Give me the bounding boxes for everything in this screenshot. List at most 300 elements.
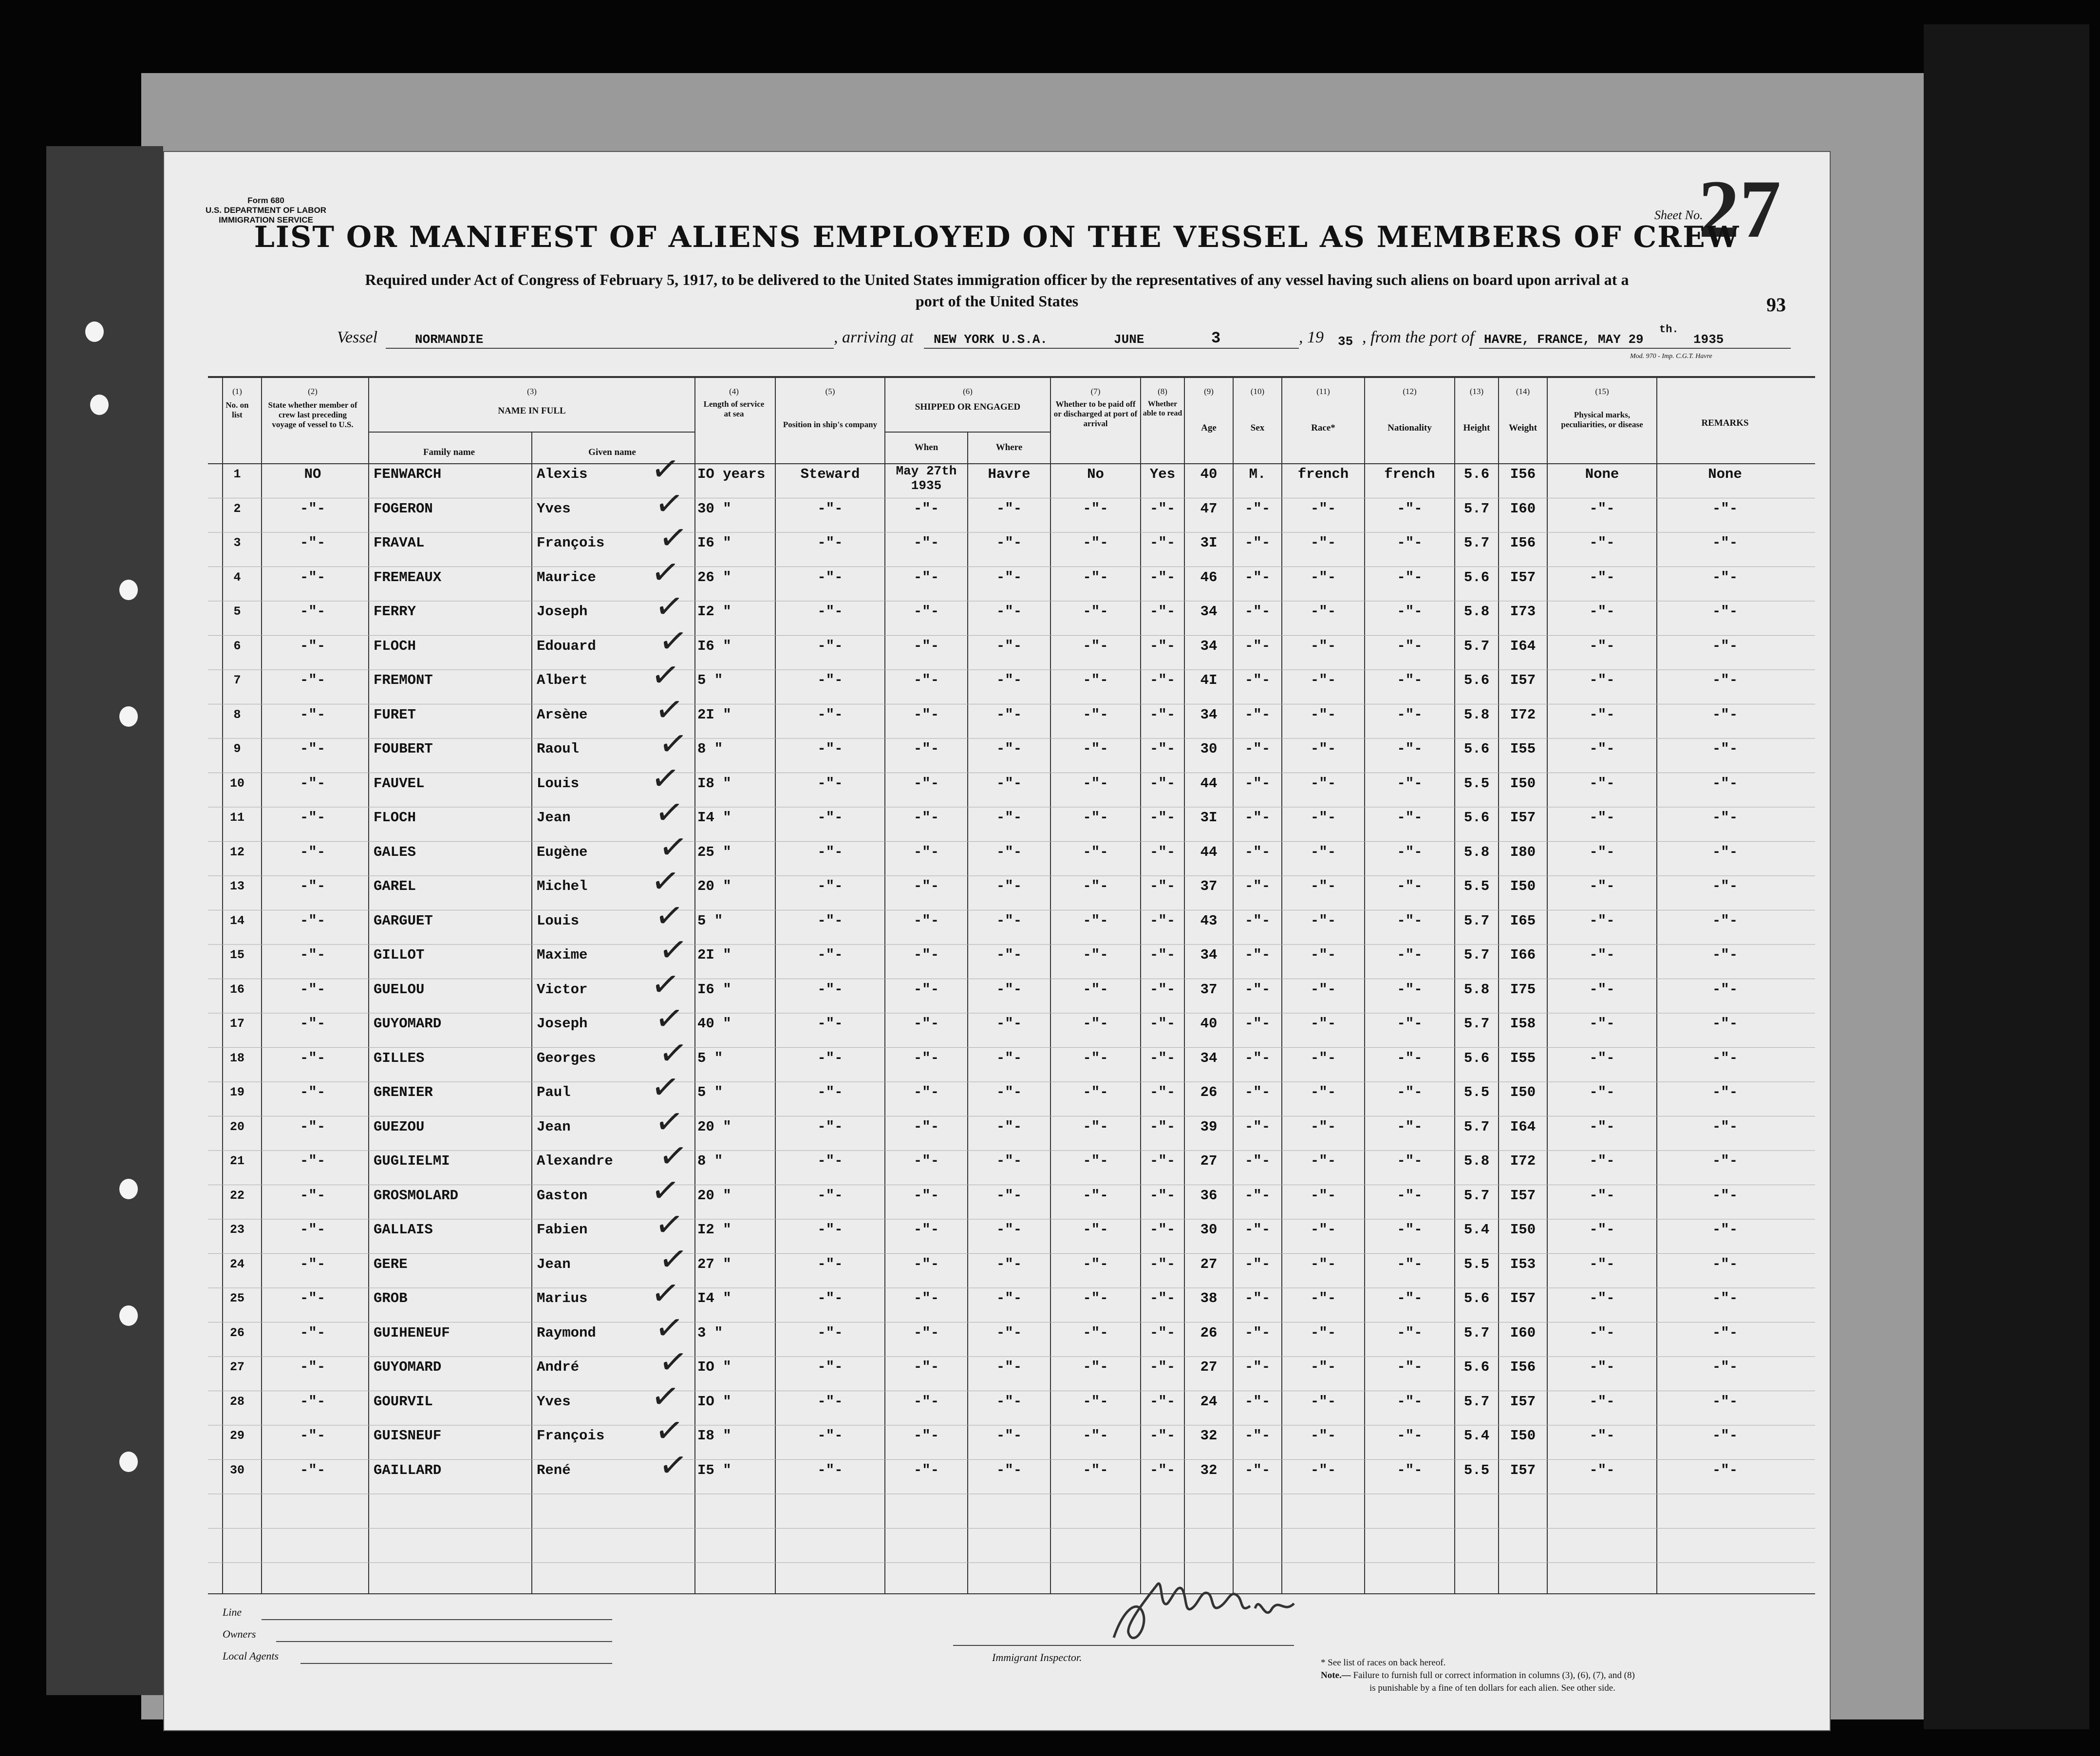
checkmark-icon: ✓: [648, 1375, 683, 1418]
cell-remarks: -"-: [1712, 1222, 1738, 1238]
cell-paid: -"-: [1083, 1325, 1108, 1341]
cell-position: -"-: [817, 638, 843, 654]
cell-given: Arsène: [537, 707, 588, 723]
cell-remarks: -"-: [1712, 1119, 1738, 1135]
cell-physical: -"-: [1589, 672, 1615, 688]
cell-position: -"-: [817, 1222, 843, 1238]
cell-service: I2 ": [697, 1222, 731, 1238]
col-num-13: (13): [1469, 387, 1484, 396]
cell-position: -"-: [817, 741, 843, 757]
col-num-1: (1): [232, 387, 242, 396]
cell-read: -"-: [1149, 1016, 1176, 1032]
cell-age: 34: [1200, 707, 1218, 723]
cell-paid: -"-: [1083, 1222, 1108, 1238]
cell-read: -"-: [1149, 913, 1176, 929]
cell-service: 5 ": [697, 672, 723, 688]
col-header-paid: Whether to be paid off or discharged at port of arrival: [1053, 399, 1138, 428]
cell-nationality: -"-: [1397, 741, 1423, 757]
cell-service: 20 ": [697, 878, 731, 894]
cell-physical: -"-: [1589, 1462, 1615, 1478]
dark-binder-edge: [1924, 24, 2089, 1729]
cell-position: -"-: [817, 844, 843, 860]
cell-when: -"-: [913, 1359, 939, 1375]
cell-family: GUEZOU: [374, 1119, 425, 1135]
col-num-6: (6): [963, 387, 973, 396]
binder-hole: [119, 1179, 138, 1199]
cell-sex: -"-: [1244, 1359, 1271, 1375]
cell-where: -"-: [996, 1050, 1022, 1066]
cell-paid: -"-: [1083, 1188, 1108, 1204]
cell-family: GILLES: [374, 1050, 425, 1066]
cell-weight: I50: [1510, 1222, 1536, 1238]
cell-age: 37: [1200, 982, 1218, 998]
col-header-family: Family name: [423, 447, 475, 457]
cell-given: François: [537, 1428, 605, 1444]
cell-read: -"-: [1149, 947, 1176, 963]
arrival-port: NEW YORK U.S.A.: [934, 332, 1048, 347]
col-header-given: Given name: [588, 447, 636, 457]
cell-weight: I57: [1510, 810, 1536, 826]
cell-given: François: [537, 535, 605, 551]
printer-mark: Mod. 970 - Imp. C.G.T. Havre: [1630, 353, 1712, 360]
cell-where: -"-: [996, 707, 1022, 723]
cell-where: -"-: [996, 1256, 1022, 1272]
cell-no: 29: [229, 1429, 244, 1443]
cell-paid: -"-: [1083, 1084, 1108, 1100]
cell-race: -"-: [1310, 638, 1336, 654]
cell-physical: -"-: [1589, 913, 1615, 929]
cell-when: -"-: [913, 535, 939, 551]
cell-where: -"-: [996, 810, 1022, 826]
cell-position: -"-: [817, 913, 843, 929]
cell-prev: -"-: [300, 913, 326, 929]
cell-nationality: -"-: [1397, 1290, 1423, 1306]
cell-read: -"-: [1149, 707, 1176, 723]
col-num-11: (11): [1316, 387, 1330, 396]
cell-where: -"-: [996, 1290, 1022, 1306]
cell-prev: -"-: [300, 1325, 326, 1341]
cell-race: -"-: [1310, 1119, 1336, 1135]
departure-year: 1935: [1693, 332, 1724, 347]
cell-remarks: -"-: [1712, 1153, 1738, 1169]
col-header-service: Length of service at sea: [703, 399, 765, 418]
cell-sex: -"-: [1244, 1119, 1271, 1135]
cell-given: Victor: [537, 982, 588, 998]
cell-physical: -"-: [1589, 810, 1615, 826]
checkmark-icon: ✓: [652, 1409, 687, 1453]
cell-remarks: -"-: [1712, 1359, 1738, 1375]
col-header-read: Whether able to read: [1143, 400, 1182, 417]
cell-sex: -"-: [1244, 1016, 1271, 1032]
cell-physical: -"-: [1589, 1222, 1615, 1238]
cell-prev: -"-: [300, 707, 326, 723]
cell-where: -"-: [996, 1359, 1022, 1375]
cell-sex: -"-: [1244, 810, 1271, 826]
cell-where: Havre: [988, 466, 1031, 482]
cell-given: Alexis: [537, 466, 588, 482]
cell-physical: -"-: [1589, 535, 1615, 551]
checkmark-icon: ✓: [652, 688, 687, 732]
cell-family: FRAVAL: [374, 535, 425, 551]
cell-position: -"-: [817, 672, 843, 688]
cell-age: 4I: [1200, 672, 1218, 688]
col-num-14: (14): [1516, 387, 1530, 396]
note-label: Note.—: [1321, 1670, 1351, 1680]
cell-sex: -"-: [1244, 878, 1271, 894]
cell-where: -"-: [996, 1428, 1022, 1444]
cell-race: -"-: [1310, 982, 1336, 998]
cell-family: FENWARCH: [374, 466, 442, 482]
cell-service: 20 ": [697, 1119, 731, 1135]
cell-service: 40 ": [697, 1016, 731, 1032]
cell-no: 1: [233, 467, 241, 481]
cell-where: -"-: [996, 1394, 1022, 1410]
cell-age: 46: [1200, 569, 1218, 585]
form-number: Form 680: [247, 196, 284, 205]
cell-age: 3I: [1200, 535, 1218, 551]
checkmark-icon: ✓: [656, 516, 691, 560]
cell-family: GAREL: [374, 878, 416, 894]
cell-age: 30: [1200, 1222, 1218, 1238]
cell-remarks: -"-: [1712, 1428, 1738, 1444]
cell-given: Yves: [537, 1394, 571, 1410]
cell-read: -"-: [1149, 1325, 1176, 1341]
cell-given: Edouard: [537, 638, 596, 654]
cell-remarks: -"-: [1712, 569, 1738, 585]
document-subtitle: [193, 269, 1800, 312]
cell-paid: -"-: [1083, 947, 1108, 963]
cell-physical: None: [1585, 466, 1619, 482]
cell-family: FAUVEL: [374, 775, 425, 792]
cell-remarks: -"-: [1712, 982, 1738, 998]
cell-read: -"-: [1149, 878, 1176, 894]
cell-given: Joseph: [537, 604, 588, 620]
subtitle-line-1: Required under Act of Congress of February 5, 1917, to be delivered to the United States immigration officer by the representatives of any vessel having such aliens on board upon arrival at a: [365, 271, 1629, 288]
cell-age: 30: [1200, 741, 1218, 757]
checkmark-icon: ✓: [652, 791, 687, 834]
col-header-state: State whether member of crew last preceding voyage of vessel to U.S.: [268, 400, 357, 429]
cell-age: 32: [1200, 1428, 1218, 1444]
cell-prev: -"-: [300, 1119, 326, 1135]
cell-prev: -"-: [300, 1153, 326, 1169]
cell-race: -"-: [1310, 1359, 1336, 1375]
cell-read: -"-: [1149, 1119, 1176, 1135]
cell-nationality: -"-: [1397, 878, 1423, 894]
cell-no: 10: [229, 776, 244, 791]
cell-family: GARGUET: [374, 913, 433, 929]
cell-prev: -"-: [300, 1016, 326, 1032]
cell-height: 5.6: [1463, 672, 1490, 688]
sheet-number: 27: [1698, 163, 1781, 255]
cell-prev: -"-: [300, 638, 326, 654]
cell-weight: I53: [1510, 1256, 1536, 1272]
cell-age: 34: [1200, 638, 1218, 654]
cell-age: 47: [1200, 501, 1218, 517]
cell-service: I8 ": [697, 1428, 731, 1444]
cell-family: GUYOMARD: [374, 1016, 442, 1032]
races-note: * See list of races on back hereof.: [1321, 1658, 1446, 1668]
cell-race: -"-: [1310, 569, 1336, 585]
cell-position: -"-: [817, 1256, 843, 1272]
col-num-8: (8): [1158, 387, 1167, 396]
cell-height: 5.6: [1463, 569, 1490, 585]
cell-sex: -"-: [1244, 775, 1271, 792]
manifest-page: [163, 151, 1831, 1731]
cell-physical: -"-: [1589, 1394, 1615, 1410]
col-header-nationality: Nationality: [1388, 423, 1432, 433]
cell-nationality: -"-: [1397, 707, 1423, 723]
cell-service: I6 ": [697, 535, 731, 551]
cell-prev: -"-: [300, 569, 326, 585]
cell-position: -"-: [817, 1153, 843, 1169]
cell-given: Louis: [537, 775, 580, 792]
cell-height: 5.7: [1463, 913, 1490, 929]
cell-family: GUGLIELMI: [374, 1153, 450, 1169]
cell-when: -"-: [913, 501, 939, 517]
year-suffix: 35: [1338, 334, 1353, 349]
cell-weight: I66: [1510, 947, 1536, 963]
cell-read: -"-: [1149, 1428, 1176, 1444]
cell-position: -"-: [817, 1462, 843, 1478]
cell-sex: -"-: [1244, 1428, 1271, 1444]
cell-sex: -"-: [1244, 1188, 1271, 1204]
cell-race: -"-: [1310, 604, 1336, 620]
cell-family: FLOCH: [374, 638, 416, 654]
cell-family: GAILLARD: [374, 1462, 442, 1478]
cell-family: GROB: [374, 1290, 408, 1306]
cell-height: 5.6: [1463, 1290, 1490, 1306]
cell-nationality: -"-: [1397, 810, 1423, 826]
cell-position: -"-: [817, 1016, 843, 1032]
cell-physical: -"-: [1589, 707, 1615, 723]
cell-age: 3I: [1200, 810, 1218, 826]
cell-weight: I57: [1510, 672, 1536, 688]
cell-paid: -"-: [1083, 604, 1108, 620]
cell-when: -"-: [913, 1290, 939, 1306]
cell-given: Maxime: [537, 947, 588, 963]
cell-sex: -"-: [1244, 501, 1271, 517]
cell-when: -"-: [913, 1188, 939, 1204]
cell-prev: NO: [304, 466, 321, 482]
cell-race: -"-: [1310, 775, 1336, 792]
cell-given: Maurice: [537, 569, 596, 585]
cell-family: FERRY: [374, 604, 416, 620]
checkmark-icon: ✓: [648, 653, 683, 697]
cell-sex: -"-: [1244, 707, 1271, 723]
cell-no: 14: [229, 914, 244, 928]
cell-height: 5.4: [1463, 1428, 1490, 1444]
cell-height: 5.8: [1463, 1153, 1490, 1169]
cell-race: -"-: [1310, 947, 1336, 963]
cell-family: GILLOT: [374, 947, 425, 963]
col-header-when: When: [914, 442, 938, 453]
footer-agents-label: Local Agents: [223, 1650, 279, 1662]
subtitle-line-2: port of the United States: [915, 292, 1079, 310]
cell-physical: -"-: [1589, 638, 1615, 654]
cell-height: 5.5: [1463, 775, 1490, 792]
arriving-label: , arriving at: [834, 328, 914, 346]
cell-nationality: -"-: [1397, 1188, 1423, 1204]
cell-given: Jean: [537, 1119, 571, 1135]
note-text-1: Failure to furnish full or correct information in columns (3), (6), (7), and (8): [1353, 1670, 1635, 1680]
cell-paid: -"-: [1083, 810, 1108, 826]
checkmark-icon: ✓: [652, 1306, 687, 1350]
cell-read: -"-: [1149, 638, 1176, 654]
cell-where: -"-: [996, 672, 1022, 688]
cell-sex: -"-: [1244, 1325, 1271, 1341]
footer-line-label: Line: [223, 1606, 242, 1618]
cell-race: -"-: [1310, 1050, 1336, 1066]
cell-weight: I65: [1510, 913, 1536, 929]
cell-paid: -"-: [1083, 1462, 1108, 1478]
cell-service: 2I ": [697, 947, 731, 963]
cell-where: -"-: [996, 1188, 1022, 1204]
cell-prev: -"-: [300, 1084, 326, 1100]
cell-family: GALLAIS: [374, 1222, 433, 1238]
cell-read: -"-: [1149, 1222, 1176, 1238]
cell-family: GOURVIL: [374, 1394, 433, 1410]
checkmark-icon: ✓: [652, 894, 687, 938]
checkmark-icon: ✓: [652, 1203, 687, 1246]
cell-service: 26 ": [697, 569, 731, 585]
col-num-12: (12): [1403, 387, 1417, 396]
cell-no: 26: [229, 1326, 244, 1340]
cell-weight: I56: [1510, 466, 1536, 482]
checkmark-icon: ✓: [652, 1100, 687, 1144]
cell-no: 19: [229, 1085, 244, 1099]
cell-no: 25: [229, 1291, 244, 1305]
col-num-4: (4): [729, 387, 739, 396]
cell-when: -"-: [913, 604, 939, 620]
cell-sex: -"-: [1244, 741, 1271, 757]
cell-family: GUYOMARD: [374, 1359, 442, 1375]
cell-race: -"-: [1310, 1394, 1336, 1410]
cell-nationality: -"-: [1397, 947, 1423, 963]
cell-where: -"-: [996, 947, 1022, 963]
cell-service: 8 ": [697, 741, 723, 757]
cell-weight: I64: [1510, 1119, 1536, 1135]
cell-nationality: -"-: [1397, 501, 1423, 517]
penalty-note-2: is punishable by a fine of ten dollars for each alien. See other side.: [1369, 1683, 1615, 1693]
departure-port-date: HAVRE, FRANCE, MAY 29: [1484, 332, 1644, 347]
cell-remarks: -"-: [1712, 1256, 1738, 1272]
cell-height: 5.5: [1463, 1462, 1490, 1478]
cell-given: Yves: [537, 501, 571, 517]
col-header-position: Position in ship's company: [783, 420, 878, 429]
cell-weight: I75: [1510, 982, 1536, 998]
cell-height: 5.6: [1463, 1050, 1490, 1066]
cell-paid: -"-: [1083, 1119, 1108, 1135]
cell-remarks: -"-: [1712, 1290, 1738, 1306]
col-num-2: (2): [308, 387, 318, 396]
cell-sex: -"-: [1244, 535, 1271, 551]
cell-where: -"-: [996, 1119, 1022, 1135]
penalty-note-1: [1321, 1670, 1635, 1681]
cell-weight: I60: [1510, 501, 1536, 517]
cell-paid: -"-: [1083, 535, 1108, 551]
cell-read: -"-: [1149, 741, 1176, 757]
cell-remarks: -"-: [1712, 844, 1738, 860]
cell-paid: -"-: [1083, 501, 1108, 517]
cell-position: -"-: [817, 535, 843, 551]
col-num-15: (15): [1595, 387, 1609, 396]
binder-strip: [46, 146, 163, 1695]
cell-no: 23: [229, 1223, 244, 1237]
cell-read: -"-: [1149, 604, 1176, 620]
cell-height: 5.8: [1463, 982, 1490, 998]
cell-race: -"-: [1310, 844, 1336, 860]
cell-given: Paul: [537, 1084, 571, 1100]
cell-no: 20: [229, 1120, 244, 1134]
cell-read: -"-: [1149, 775, 1176, 792]
cell-when: -"-: [913, 810, 939, 826]
cell-physical: -"-: [1589, 1119, 1615, 1135]
cell-no: 13: [229, 879, 244, 893]
cell-when: -"-: [913, 638, 939, 654]
cell-nationality: -"-: [1397, 982, 1423, 998]
cell-height: 5.5: [1463, 1256, 1490, 1272]
cell-read: -"-: [1149, 1084, 1176, 1100]
cell-read: -"-: [1149, 1256, 1176, 1272]
cell-read: -"-: [1149, 1290, 1176, 1306]
cell-no: 8: [233, 708, 241, 722]
col-header-no: No. on list: [225, 400, 249, 419]
cell-given: Marius: [537, 1290, 588, 1306]
cell-prev: -"-: [300, 604, 326, 620]
cell-race: -"-: [1310, 1256, 1336, 1272]
cell-sex: -"-: [1244, 569, 1271, 585]
cell-position: -"-: [817, 569, 843, 585]
checkmark-icon: ✓: [652, 585, 687, 628]
department-name: U.S. DEPARTMENT OF LABOR: [206, 206, 327, 215]
cell-when: -"-: [913, 947, 939, 963]
cell-prev: -"-: [300, 1462, 326, 1478]
binder-hole: [90, 395, 109, 415]
cell-paid: -"-: [1083, 1153, 1108, 1169]
cell-position: -"-: [817, 501, 843, 517]
checkmark-icon: ✓: [656, 1031, 691, 1075]
cell-prev: -"-: [300, 844, 326, 860]
cell-height: 5.5: [1463, 878, 1490, 894]
cell-given: Michel: [537, 878, 588, 894]
cell-sex: -"-: [1244, 1394, 1271, 1410]
cell-race: -"-: [1310, 535, 1336, 551]
cell-when: -"-: [913, 1256, 939, 1272]
cell-given: Joseph: [537, 1016, 588, 1032]
cell-paid: -"-: [1083, 1394, 1108, 1410]
cell-weight: I50: [1510, 775, 1536, 792]
cell-age: 38: [1200, 1290, 1218, 1306]
cell-service: 20 ": [697, 1188, 731, 1204]
cell-where: -"-: [996, 741, 1022, 757]
cell-age: 34: [1200, 1050, 1218, 1066]
cell-nationality: -"-: [1397, 1084, 1423, 1100]
cell-weight: I55: [1510, 1050, 1536, 1066]
cell-given: Louis: [537, 913, 580, 929]
cell-weight: I72: [1510, 707, 1536, 723]
col-header-sex: Sex: [1250, 423, 1265, 433]
cell-no: 24: [229, 1257, 244, 1271]
cell-age: 32: [1200, 1462, 1218, 1478]
checkmark-icon: ✓: [648, 550, 683, 594]
cell-read: Yes: [1149, 466, 1176, 482]
cell-where: -"-: [996, 1016, 1022, 1032]
cell-paid: -"-: [1083, 1256, 1108, 1272]
cell-age: 40: [1200, 1016, 1218, 1032]
cell-race: -"-: [1310, 1188, 1336, 1204]
cell-remarks: -"-: [1712, 1084, 1738, 1100]
cell-no: 7: [233, 673, 241, 687]
